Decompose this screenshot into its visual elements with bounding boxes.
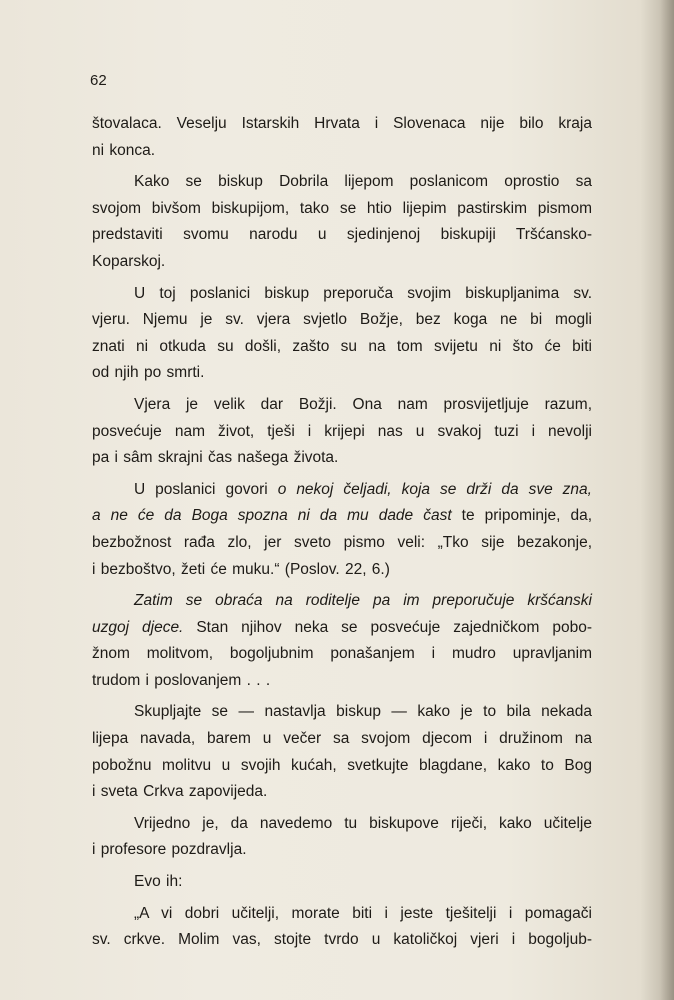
text-line: trudom i poslovanjem . . . [92,671,271,689]
text-line: U toj poslanici biskup preporuča svojim biskupljanima sv. [134,284,592,302]
text-line: a ne će da Boga spozna ni da mu dade čast te pripominje, da, [92,507,592,525]
text-line: od njih po smrti. [92,364,205,382]
text-line: pa i sâm skrajni čas našega života. [92,449,339,467]
text-line [92,588,592,615]
text-line: i profesore pozdravlja. [92,841,247,859]
text-line: i bezboštvo, žeti će muku.“ (Poslov. 22, 6.) [92,560,390,578]
text-line: U poslanici govori o nekoj čeljadi, koja se drži da sve zna, [134,480,592,498]
text-line: pobožnu molitvu u svojih kućah, svetkujte blagdane, kako to Bog [92,756,592,774]
page-edge-shadow [660,0,674,1000]
text-line: Koparskoj. [92,252,166,270]
body-text [92,111,592,954]
text-line: štovalaca. Veselju Istarskih Hrvata i Slovenaca nije bilo kraja [92,115,592,132]
text-line: bezbožnost rađa zlo, jer sveto pismo veli: „Tko sije bezakonje, [92,533,592,551]
italic-text: Zatim se obraća na roditelje pa im preporučuje kršćanski [134,592,592,610]
italic-text: a ne će da Boga spozna ni da mu dade čast [92,507,452,525]
text-line: Skupljajte se — nastavlja biskup — kako je to bila nekada [134,703,592,721]
text-line: Vjera je velik dar Božji. Ona nam prosvijetljuje razum, [134,395,592,413]
text-line: uzgoj djece. Stan njihov neka se posvećuje zajedničkom pobo- [92,618,592,636]
text-line: znati ni otkuda su došli, zašto su na tom svijetu ni što će biti [92,337,592,355]
italic-text: o nekoj čeljadi, koja se drži da sve zna, [277,480,592,498]
text-line: vjeru. Njemu je sv. vjera svjetlo Božje, bez koga ne bi mogli [92,311,592,329]
text-line: Vrijedno je, da navedemo tu biskupove riječi, kako učitelje [134,814,592,832]
text-line: žnom molitvom, bogoljubnim ponašanjem i mudro upravljanim [92,645,592,663]
text-line: predstaviti svomu narodu u sjedinjenoj biskupiji Tršćansko- [92,226,592,244]
text-line: lijepa navada, barem u večer sa svojom djecom i družinom na [92,730,592,748]
italic-text: uzgoj djece. [92,618,184,636]
text-line: ni konca. [92,141,156,159]
text-line: „A vi dobri učitelji, morate biti i jeste tješitelji i pomagači [134,904,592,922]
text-line: posvećuje nam život, tješi i krijepi nas u svakoj tuzi i nevolji [92,422,592,440]
text-line: svojom bivšom biskupijom, tako se htio lijepim pastirskim pismom [92,199,592,217]
text-line: Evo ih: [134,873,183,891]
text-line: sv. crkve. Molim vas, stojte tvrdo u katoličkoj vjeri i bogoljub- [92,931,592,949]
text-line: i sveta Crkva zapovijeda. [92,783,268,801]
page-number: 62 [90,72,107,89]
text-line: Kako se biskup Dobrila lijepom poslanicom oprostio sa [134,173,592,191]
